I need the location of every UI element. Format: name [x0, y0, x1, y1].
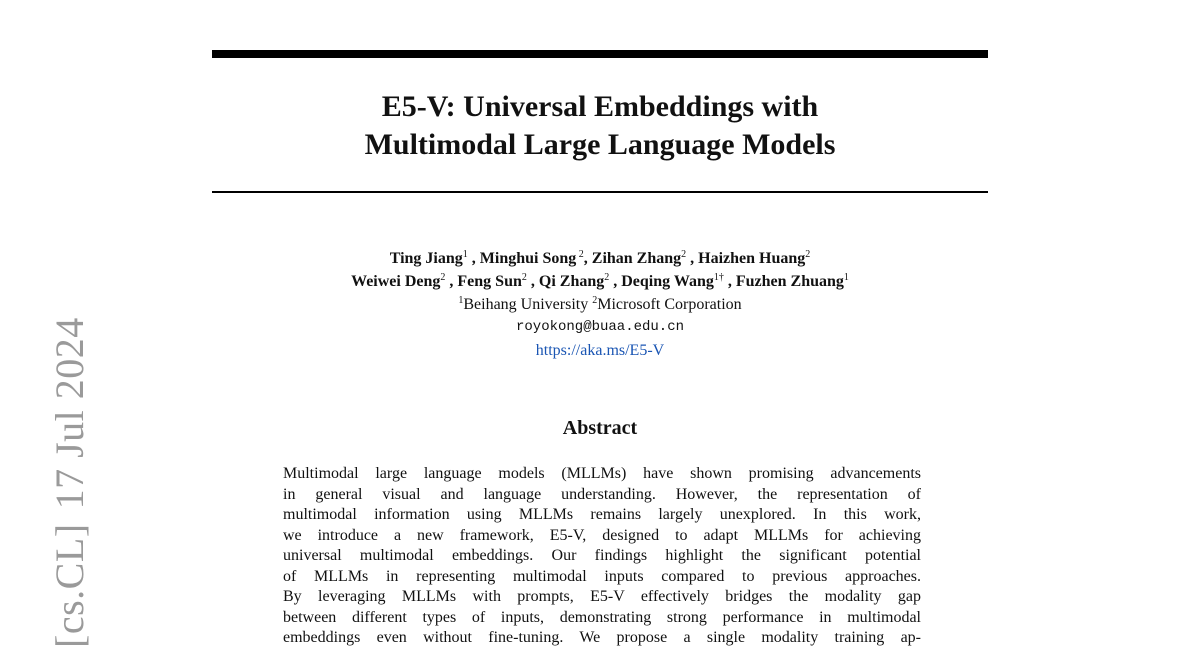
affiliation-sup-1: 1 — [458, 295, 464, 306]
arxiv-date: 17 Jul 2024 — [47, 317, 92, 510]
author-email: royokong@buaa.edu.cn — [515, 319, 685, 335]
author-name: Weiwei Deng — [351, 273, 441, 290]
arxiv-category: [cs.CL] — [47, 523, 92, 648]
project-link[interactable]: https://aka.ms/E5-V — [535, 342, 665, 359]
author-name: Fuzhen Zhuang — [735, 273, 844, 290]
abstract-body — [283, 464, 921, 648]
abstract-line: in general visual and language understanding. However, the representation of — [283, 485, 921, 503]
author-name: Qi Zhang — [538, 273, 605, 290]
authors-line-2 — [212, 270, 988, 293]
author-affiliation-mark: 2 — [576, 249, 584, 260]
top-rule — [212, 50, 988, 58]
affiliation-2: Microsoft Corporation — [597, 296, 742, 313]
author-affiliation-mark: 1 — [462, 249, 468, 260]
author-affiliation-mark: 2 — [805, 249, 811, 260]
author-name: Feng Sun — [457, 273, 522, 290]
abstract-line: multimodal information using MLLMs remains largely unexplored. In this work, — [283, 506, 921, 523]
abstract-line: Multimodal large language models (MLLMs) have shown promising advancements — [283, 465, 921, 482]
abstract-line: embeddings even without fine-tuning. We propose a single modality training ap- — [283, 629, 921, 646]
author-name: Deqing Wang — [621, 273, 714, 290]
author-separator: , — [686, 250, 699, 267]
author-name: Zihan Zhang — [591, 250, 682, 267]
author-affiliation-mark: 2 — [440, 272, 446, 283]
affiliations — [212, 293, 988, 316]
author-name: Ting Jiang — [389, 250, 463, 267]
author-separator: , — [445, 273, 458, 290]
author-affiliation-mark: 2 — [604, 272, 610, 283]
author-name: Minghui Song — [479, 250, 577, 267]
abstract-line: of MLLMs in representing multimodal inputs compared to previous approaches. — [283, 567, 921, 585]
abstract-heading: Abstract — [562, 417, 638, 439]
author-name: Haizhen Huang — [698, 250, 806, 267]
title-line-2: Multimodal Large Language Models — [364, 128, 836, 161]
title-rule — [212, 191, 988, 193]
author-block — [212, 247, 988, 362]
authors-line-1 — [212, 247, 988, 270]
title-line-1: E5-V: Universal Embeddings with — [381, 90, 819, 123]
author-affiliation-mark: 2 — [521, 272, 527, 283]
author-separator: , — [526, 273, 539, 290]
abstract-line: By leveraging MLLMs with prompts, E5-V effectively bridges the modality gap — [283, 588, 921, 605]
affiliation-sup-2: 2 — [592, 295, 598, 306]
author-separator: , — [609, 273, 622, 290]
paper-title — [212, 88, 988, 164]
arxiv-side-stamp — [47, 303, 92, 648]
author-affiliation-mark: 1† — [713, 272, 724, 283]
author-separator: , — [723, 273, 736, 290]
author-separator: , — [583, 250, 592, 267]
abstract-line: universal multimodal embeddings. Our findings highlight the significant potential — [283, 547, 921, 564]
abstract-line: between different types of inputs, demonstrating strong performance in multimodal — [283, 608, 921, 626]
author-separator: , — [467, 250, 480, 267]
abstract-line: we introduce a new framework, E5-V, designed to adapt MLLMs for achieving — [283, 526, 921, 544]
affiliation-1: Beihang University — [463, 296, 593, 313]
author-affiliation-mark: 1 — [843, 272, 849, 283]
author-affiliation-mark: 2 — [681, 249, 687, 260]
